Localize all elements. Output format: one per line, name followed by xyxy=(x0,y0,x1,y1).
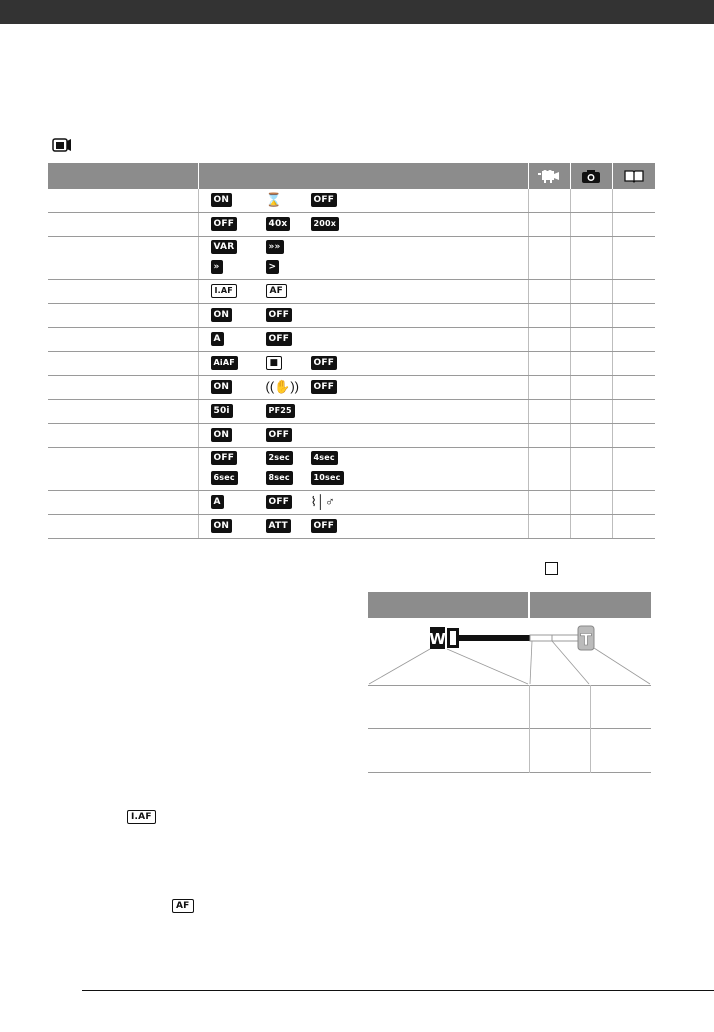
setting-options-cell xyxy=(198,280,528,304)
option-icon: ATT xyxy=(266,519,291,533)
photo-mode-cell xyxy=(570,352,612,376)
movie-mode-cell xyxy=(528,237,570,280)
setting-options-cell xyxy=(198,328,528,352)
row-digital-zoom xyxy=(48,213,655,237)
option-line xyxy=(211,258,528,278)
photo-mode-cell xyxy=(570,189,612,213)
setting-options-cell xyxy=(198,400,528,424)
option-icon: ON xyxy=(211,308,233,322)
option-icon: OFF xyxy=(311,519,338,533)
setting-options-cell xyxy=(198,304,528,328)
movie-mode-cell xyxy=(528,400,570,424)
option-icon: OFF xyxy=(266,308,293,322)
movie-mode-cell xyxy=(528,352,570,376)
zoom-header-right xyxy=(530,592,651,618)
movie-mode-cell xyxy=(528,376,570,400)
checkbox-square-icon xyxy=(545,562,558,575)
movie-mode-cell xyxy=(528,280,570,304)
option-icon: A xyxy=(211,332,224,346)
photo-mode-cell xyxy=(570,424,612,448)
setting-options-cell xyxy=(198,189,528,213)
header-movie-mode xyxy=(528,163,570,189)
option-icon: OFF xyxy=(311,356,338,370)
option-line xyxy=(211,493,528,513)
table-header xyxy=(48,163,655,189)
menu-item-cell xyxy=(48,328,198,352)
photo-mode-cell xyxy=(570,448,612,491)
zoom-bar-diagram xyxy=(368,618,651,685)
setting-options-cell xyxy=(198,424,528,448)
option-icon: VAR xyxy=(211,240,238,254)
option-line xyxy=(211,354,528,374)
menu-item-cell xyxy=(48,448,198,491)
option-line xyxy=(211,215,528,235)
header-playback-mode xyxy=(612,163,655,189)
option-icon: »» xyxy=(266,240,284,254)
movie-mode-cell xyxy=(528,515,570,539)
option-icon: ON xyxy=(211,428,233,442)
option-icon: ON xyxy=(211,380,233,394)
option-glyph-icon: ⌇│♂ xyxy=(310,493,335,509)
playback-mode-cell xyxy=(612,424,655,448)
option-line xyxy=(211,191,528,211)
option-line xyxy=(211,449,528,469)
movie-mode-cell xyxy=(528,213,570,237)
photo-mode-cell xyxy=(570,213,612,237)
playback-mode-cell xyxy=(612,491,655,515)
setting-options-cell xyxy=(198,491,528,515)
top-bar xyxy=(0,0,714,24)
option-line xyxy=(211,378,528,398)
row-mic-attenuator xyxy=(48,515,655,539)
zoom-range-table xyxy=(368,592,651,773)
option-icon: 40x xyxy=(266,217,291,231)
setting-options-cell xyxy=(198,515,528,539)
row-af-mode xyxy=(48,280,655,304)
photo-mode-cell xyxy=(570,515,612,539)
menu-item-cell xyxy=(48,304,198,328)
playback-mode-cell xyxy=(612,400,655,424)
playback-mode-cell xyxy=(612,448,655,491)
playback-mode-cell xyxy=(612,376,655,400)
zoom-row-divider xyxy=(368,772,651,773)
zoom-col-divider xyxy=(590,685,591,773)
header-menu-item xyxy=(48,163,198,189)
camcorder-mode-icon xyxy=(52,136,72,154)
menu-item-cell xyxy=(48,213,198,237)
zoom-row-divider xyxy=(368,728,651,729)
option-icon: ON xyxy=(211,519,233,533)
photo-mode-cell xyxy=(570,491,612,515)
zoom-row-divider xyxy=(368,685,651,686)
playback-mode-cell xyxy=(612,189,655,213)
movie-mode-cell xyxy=(528,491,570,515)
menu-item-cell xyxy=(48,491,198,515)
option-icon: 10sec xyxy=(311,471,344,485)
menu-options-table xyxy=(48,163,655,539)
option-icon: PF25 xyxy=(266,404,295,418)
option-line xyxy=(211,402,528,422)
row-mic xyxy=(48,491,655,515)
normal-af-icon: AF xyxy=(172,899,194,913)
row-flash xyxy=(48,328,655,352)
menu-item-cell xyxy=(48,189,198,213)
option-line xyxy=(211,306,528,326)
playback-book-icon xyxy=(624,169,644,183)
option-line xyxy=(211,469,528,489)
option-icon: OFF xyxy=(211,217,238,231)
option-glyph-icon: ⌛ xyxy=(265,191,282,207)
setting-options-cell xyxy=(198,376,528,400)
setting-options-cell xyxy=(198,448,528,491)
setting-options-cell xyxy=(198,213,528,237)
setting-options-cell xyxy=(198,237,528,280)
movie-mode-cell xyxy=(528,328,570,352)
header-photo-mode xyxy=(570,163,612,189)
option-icon: AF xyxy=(266,284,288,298)
movie-mode-cell xyxy=(528,448,570,491)
footer-rule xyxy=(82,990,714,991)
option-icon: AiAF xyxy=(211,356,238,370)
zoom-wide-label: W xyxy=(429,630,446,648)
row-self-timer xyxy=(48,189,655,213)
playback-mode-cell xyxy=(612,237,655,280)
photo-mode-cell xyxy=(570,400,612,424)
option-line xyxy=(211,282,528,302)
menu-item-cell xyxy=(48,424,198,448)
playback-mode-cell xyxy=(612,352,655,376)
header-setting-options xyxy=(198,163,528,189)
photo-mode-cell xyxy=(570,328,612,352)
option-icon: 2sec xyxy=(266,451,293,465)
option-icon: > xyxy=(266,260,280,274)
option-icon: ON xyxy=(211,193,233,207)
playback-mode-cell xyxy=(612,213,655,237)
menu-item-cell xyxy=(48,280,198,304)
option-icon: » xyxy=(211,260,223,274)
option-icon: 50i xyxy=(211,404,233,418)
photo-mode-cell xyxy=(570,280,612,304)
option-icon: 6sec xyxy=(211,471,238,485)
option-glyph-icon: ((✋)) xyxy=(265,378,300,394)
option-line xyxy=(211,238,528,258)
menu-item-cell xyxy=(48,376,198,400)
option-icon: ■ xyxy=(266,356,283,370)
row-frame-rate xyxy=(48,400,655,424)
option-icon: OFF xyxy=(311,380,338,394)
menu-item-cell xyxy=(48,400,198,424)
photo-mode-cell xyxy=(570,304,612,328)
movie-mode-icon xyxy=(538,169,560,183)
option-icon: OFF xyxy=(266,332,293,346)
playback-mode-cell xyxy=(612,515,655,539)
option-icon: OFF xyxy=(266,495,293,509)
movie-mode-cell xyxy=(528,189,570,213)
option-icon: 4sec xyxy=(311,451,338,465)
playback-mode-cell xyxy=(612,280,655,304)
option-line xyxy=(211,426,528,446)
zoom-tele-label: T xyxy=(580,630,592,649)
zoom-col-divider xyxy=(529,685,530,773)
menu-item-cell xyxy=(48,352,198,376)
option-icon: I.AF xyxy=(211,284,237,298)
option-icon: 200x xyxy=(311,217,340,231)
setting-options-cell xyxy=(198,352,528,376)
menu-item-cell xyxy=(48,515,198,539)
option-icon: OFF xyxy=(211,451,238,465)
option-icon: 8sec xyxy=(266,471,293,485)
option-line xyxy=(211,330,528,350)
menu-item-cell xyxy=(48,237,198,280)
playback-mode-cell xyxy=(612,304,655,328)
playback-mode-cell xyxy=(612,328,655,352)
row-af-frame xyxy=(48,352,655,376)
row-zoom-speed xyxy=(48,237,655,280)
option-icon: A xyxy=(211,495,224,509)
movie-mode-cell xyxy=(528,424,570,448)
instant-af-icon: I.AF xyxy=(127,810,156,824)
option-icon: OFF xyxy=(311,193,338,207)
option-icon: OFF xyxy=(266,428,293,442)
zoom-header-left xyxy=(368,592,528,618)
row-auto-slow-shutter xyxy=(48,304,655,328)
photo-mode-cell xyxy=(570,237,612,280)
row-image-stabilizer xyxy=(48,376,655,400)
option-line xyxy=(211,517,528,537)
movie-mode-cell xyxy=(528,304,570,328)
row-wind-screen xyxy=(48,424,655,448)
photo-mode-icon xyxy=(581,169,601,184)
photo-mode-cell xyxy=(570,376,612,400)
row-interval xyxy=(48,448,655,491)
